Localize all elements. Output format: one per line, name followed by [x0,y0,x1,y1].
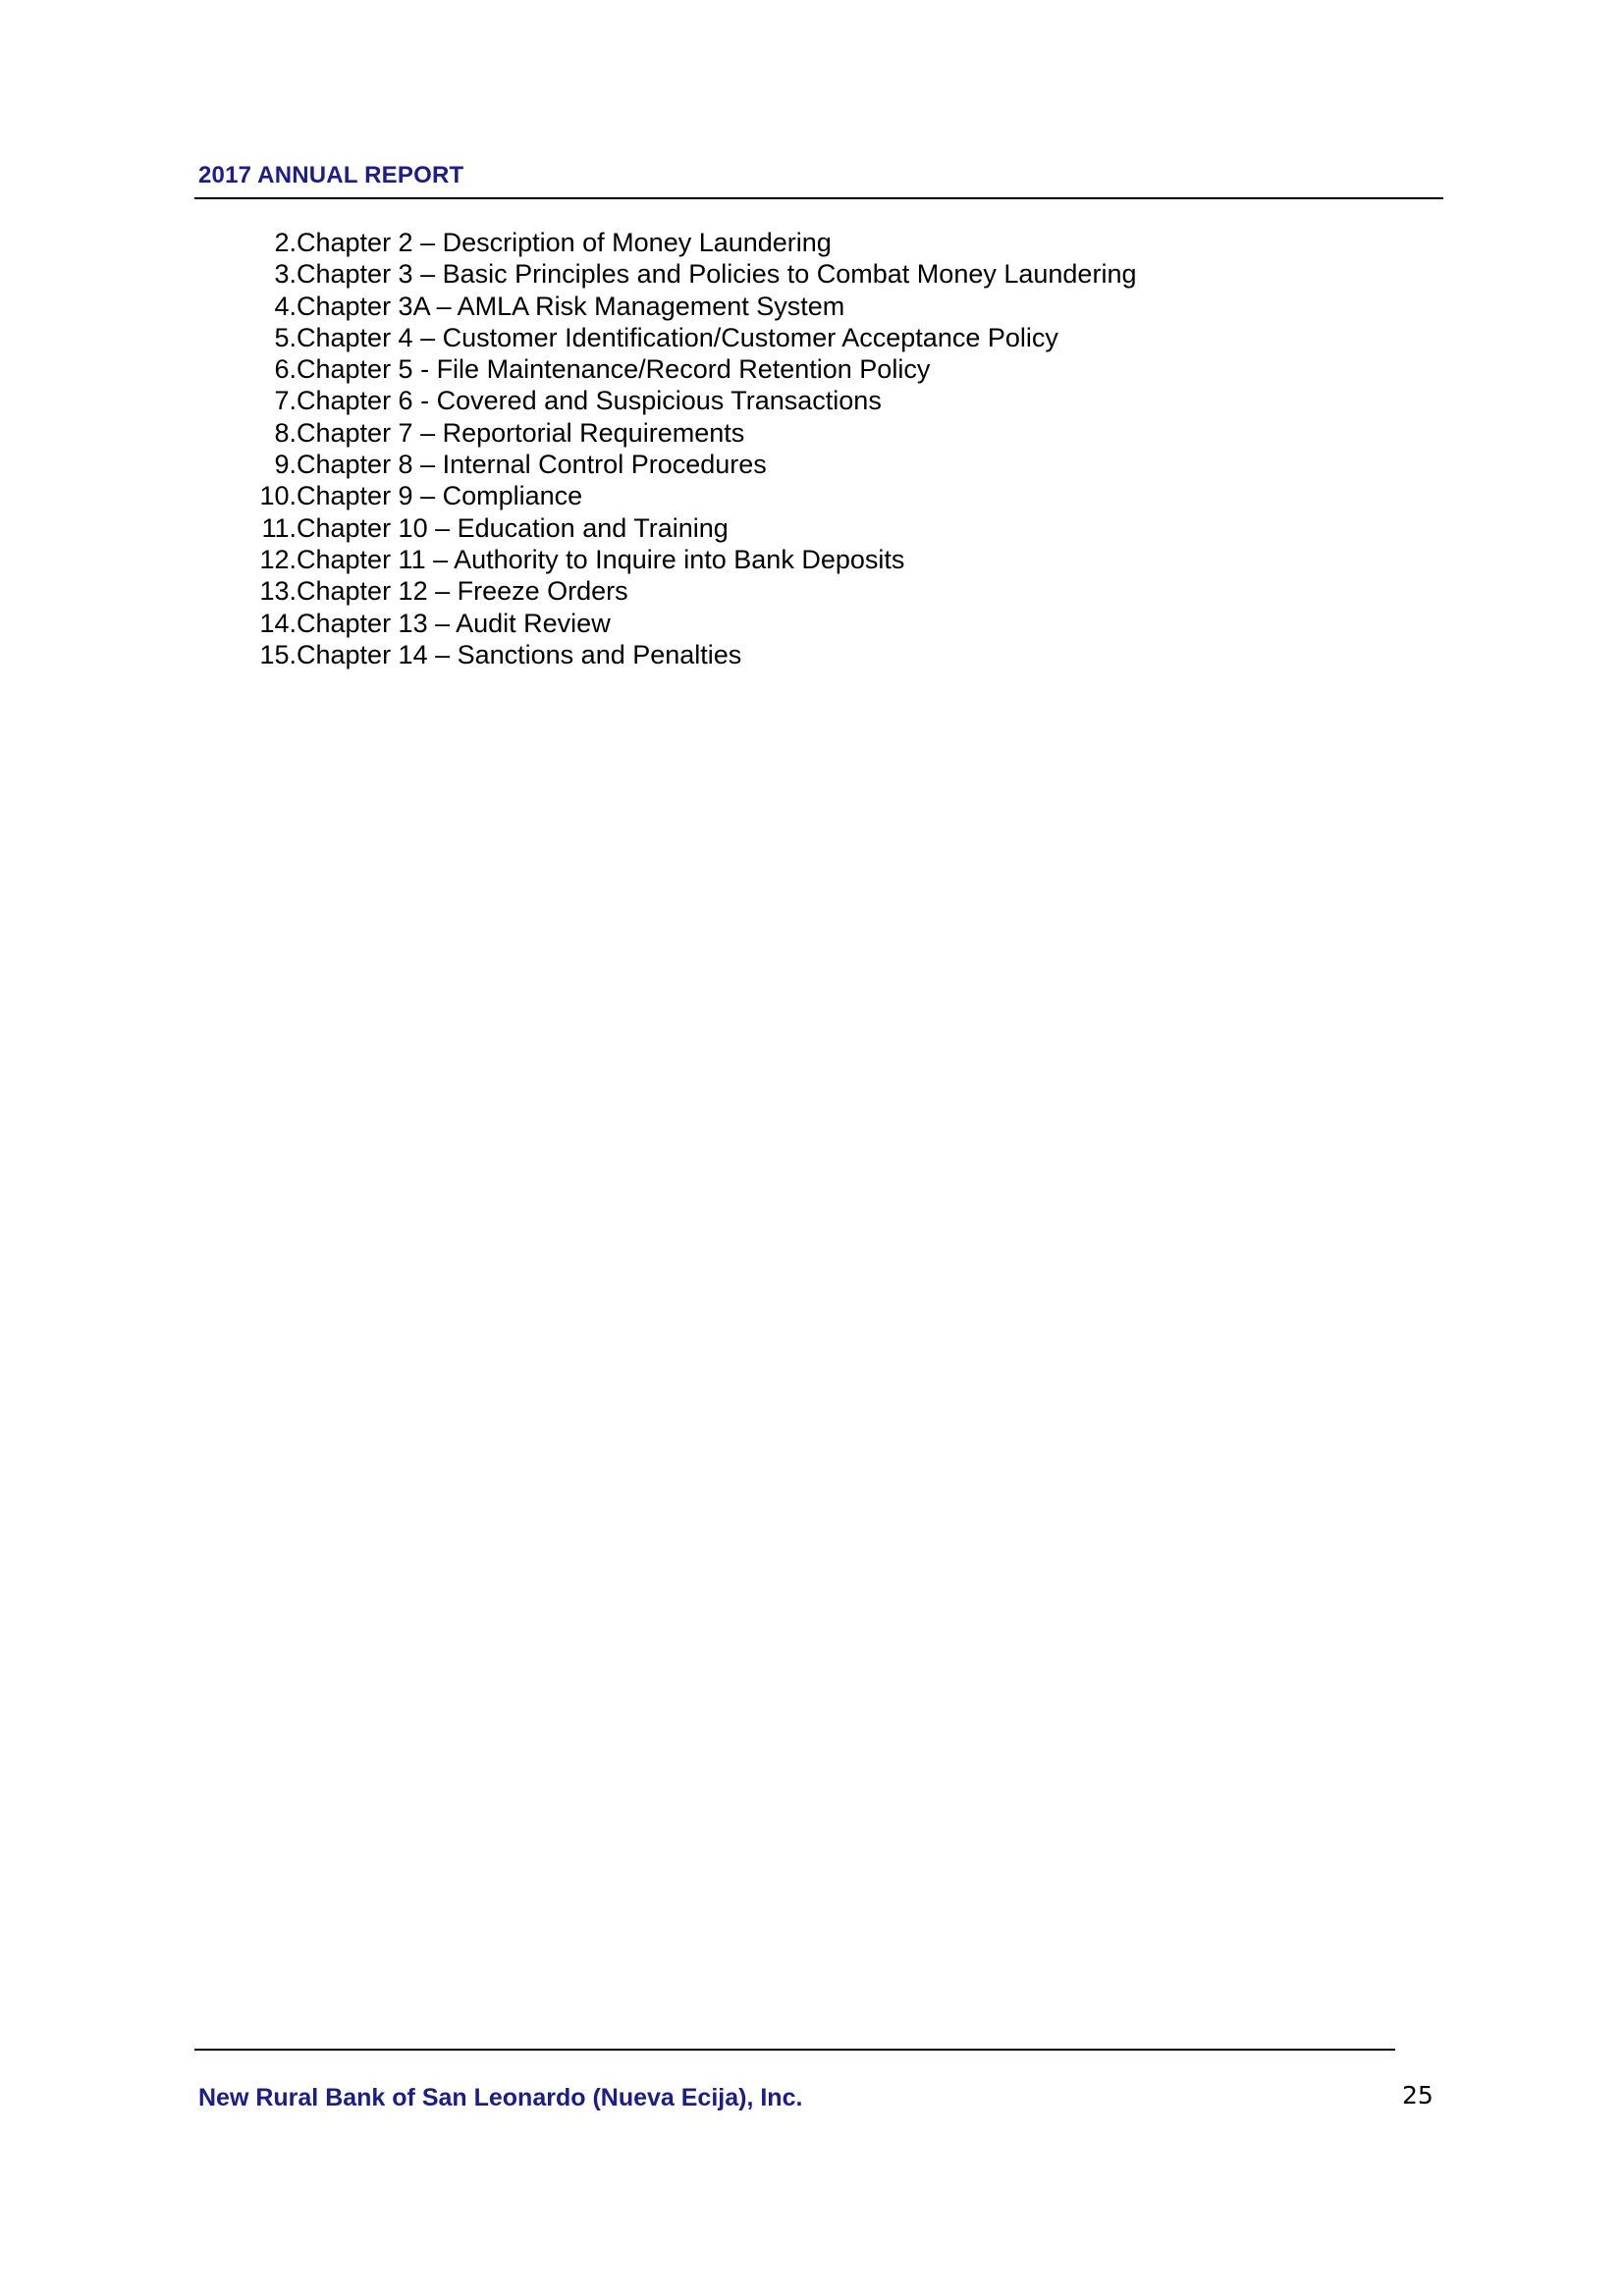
report-header-title: 2017 ANNUAL REPORT [198,162,464,188]
list-item-number: 9. [274,450,297,480]
list-item [242,353,931,385]
list-item-number: 8. [274,417,297,448]
list-item-text: Chapter 5 - File Maintenance/Record Retention Policy [297,354,931,385]
list-item-text: Chapter 9 – Compliance [297,481,583,511]
list-item-text: Chapter 6 - Covered and Suspicious Transactions [297,386,882,416]
list-item [242,512,729,544]
list-item-text: Chapter 11 – Authority to Inquire into Bank Deposits [297,544,905,574]
list-item-number: 7. [274,386,297,416]
list-item [242,544,905,575]
list-item [242,385,882,416]
list-item [242,449,767,480]
list-item-text: Chapter 3 – Basic Principles and Policies to Combat Money Laundering [297,259,1137,290]
list-item-number: 6. [274,354,297,385]
list-item-number: 14. [259,608,297,638]
footer-company-name: New Rural Bank of San Leonardo (Nueva Ecija), Inc. [198,2084,803,2111]
list-item-text: Chapter 8 – Internal Control Procedures [297,450,767,480]
list-item-text: Chapter 12 – Freeze Orders [297,576,628,607]
list-item [242,480,583,511]
list-item-number: 11. [261,512,297,543]
chapter-list [242,227,1137,670]
list-item-number: 15. [259,639,297,669]
list-item-text: Chapter 7 – Reportorial Requirements [297,417,745,448]
list-item [242,322,1058,353]
list-item [242,227,832,258]
list-item-number: 12. [259,544,297,574]
list-item [242,575,628,607]
list-item-number: 10. [259,481,297,511]
list-item-number: 5. [274,322,297,352]
list-item [242,608,611,639]
list-item-text: Chapter 4 – Customer Identification/Customer Acceptance Policy [297,322,1058,352]
list-item-text: Chapter 2 – Description of Money Laundering [297,228,832,257]
list-item-number: 13. [259,576,297,607]
list-item [242,258,1137,290]
list-item [242,291,845,322]
list-item-number: 4. [274,291,297,321]
list-item-text: Chapter 14 – Sanctions and Penalties [297,639,742,669]
page-number: 25 [1402,2081,1434,2109]
list-item-number: 3. [274,259,297,290]
header-divider [194,197,1443,199]
list-item-number: 2. [274,228,297,257]
list-item [242,417,745,449]
list-item-text: Chapter 3A – AMLA Risk Management System [297,291,845,321]
list-item-text: Chapter 13 – Audit Review [297,608,611,638]
list-item-text: Chapter 10 – Education and Training [297,512,729,543]
footer-divider [194,2049,1395,2051]
list-item [242,639,742,670]
